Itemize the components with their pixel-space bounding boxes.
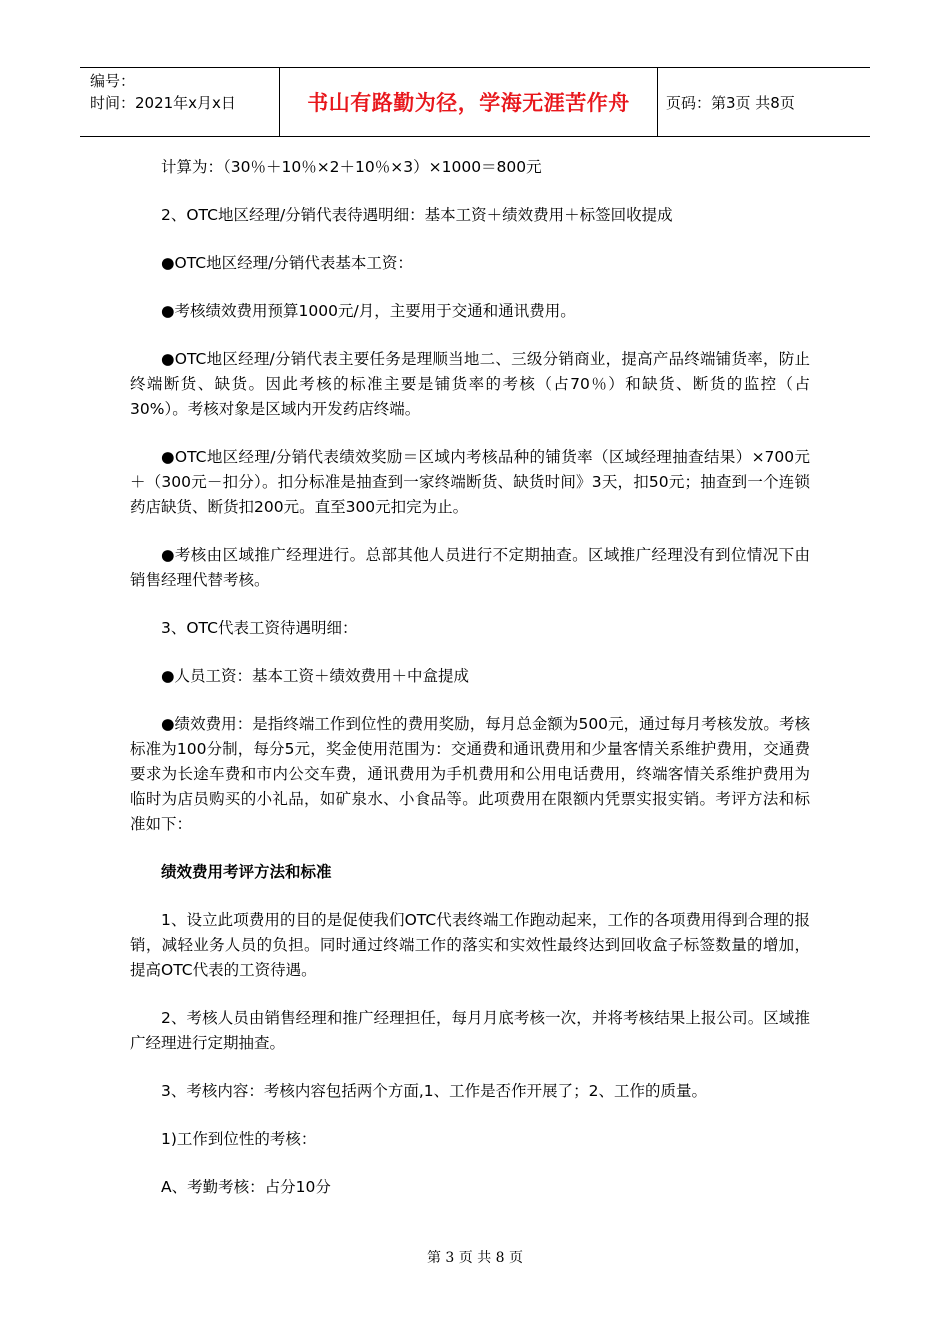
paragraph-item-2: 2、考核人员由销售经理和推广经理担任，每月月底考核一次，并将考核结果上报公司。区域推广经理进行定期抽查。: [130, 1009, 810, 1052]
paragraph-bullet-base-salary: ●OTC地区经理/分销代表基本工资：: [161, 254, 413, 272]
document-number-label: 编号：: [90, 72, 136, 90]
paragraph-subitem-a: A、考勤考核：占分10分: [161, 1178, 331, 1196]
paragraph-section-2: 2、OTC地区经理/分销代表待遇明细：基本工资＋绩效费用＋标签回收提成: [161, 206, 673, 224]
header-motto: 书山有路勤为径，学海无涯苦作舟: [280, 68, 658, 136]
section-heading: 绩效费用考评方法和标准: [161, 863, 332, 881]
page-footer: 第 3 页 共 8 页: [426, 1250, 524, 1266]
paragraph-item-1: 1、设立此项费用的目的是促使我们OTC代表终端工作跑动起来，工作的各项费用得到合理的报销，减轻业务人员的负担。同时通过终端工作的落实和实效性最终达到回收盒子标签数量的增加，提高OTC代表的工资待遇。: [130, 911, 810, 979]
document-date-label: 时间：2021年x月x日: [90, 94, 236, 112]
header-meta: [80, 68, 280, 136]
paragraph-section-3: 3、OTC代表工资待遇明细：: [161, 619, 358, 637]
page-header: [80, 67, 870, 137]
paragraph-bullet-budget: ●考核绩效费用预算1000元/月，主要用于交通和通讯费用。: [161, 302, 576, 320]
paragraph-bullet-reward: ●OTC地区经理/分销代表绩效奖励＝区域内考核品种的铺货率（区域经理抽查结果）×700元＋（300元－扣分）。扣分标准是抽查到一家终端断货、缺货时间》3天，扣50元；抽查到一个连锁药店缺货、断货扣200元。直至300元扣完为止。: [130, 448, 810, 516]
document-body: [130, 155, 810, 1223]
paragraph-item-3: 3、考核内容：考核内容包括两个方面,1、工作是否作开展了；2、工作的质量。: [161, 1082, 708, 1100]
header-page-label: 页码：第3页 共8页: [666, 93, 795, 112]
paragraph-bullet-tasks: ●OTC地区经理/分销代表主要任务是理顺当地二、三级分销商业，提高产品终端铺货率，防止终端断货、缺货。因此考核的标准主要是铺货率的考核（占70％）和缺货、断货的监控（占30%）。考核对象是区域内开发药店终端。: [130, 350, 810, 418]
paragraph-bullet-performance-fee: ●绩效费用：是指终端工作到位性的费用奖励，每月总金额为500元，通过每月考核发放。考核标准为100分制，每分5元，奖金使用范围为：交通费和通讯费用和少量客情关系维护费用，交通费要求为长途车费和市内公交车费，通讯费用为手机费用和公用电话费用，终端客情关系维护费用为临时为店员购买的小礼品，如矿泉水、小食品等。此项费用在限额内凭票实报实销。考评方法和标准如下：: [130, 715, 810, 833]
paragraph-calculation: 计算为：（30％＋10％×2＋10％×3）×1000＝800元: [161, 158, 542, 176]
paragraph-bullet-assessment: ●考核由区域推广经理进行。总部其他人员进行不定期抽查。区域推广经理没有到位情况下由销售经理代替考核。: [130, 546, 810, 589]
paragraph-bullet-salary: ●人员工资：基本工资＋绩效费用＋中盒提成: [161, 667, 470, 685]
paragraph-subitem-1: 1)工作到位性的考核：: [161, 1130, 317, 1148]
